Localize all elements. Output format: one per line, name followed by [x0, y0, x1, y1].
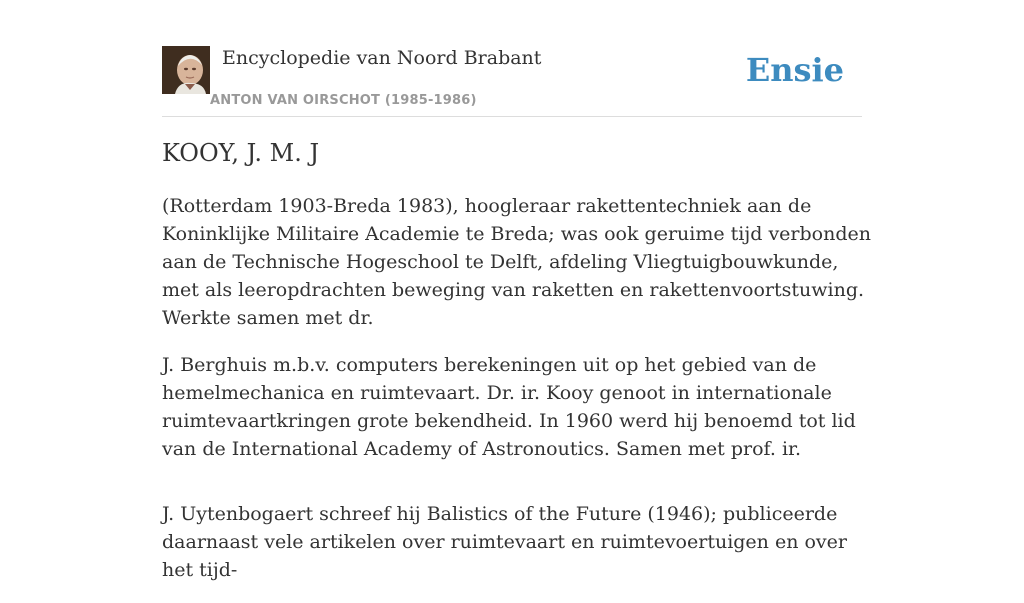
- author-portrait-image: [162, 46, 210, 94]
- entry-paragraph-1: (Rotterdam 1903-Breda 1983), hoogleraar rakettentechniek aan de Koninklijke Militaire Academie te Breda; was ook geruime tijd verbonden aan de Technische Hogeschool te Delft, afdeling Vliegtuigbouwkunde, met als leeropdrachten beweging van raketten en rakettenvoortstuwing. Werkte samen met dr.: [162, 195, 871, 329]
- entry-title: KOOY, J. M. J: [162, 139, 320, 167]
- entry-paragraph-3: J. Uytenbogaert schreef hij Balistics of the Future (1946); publiceerde daarnaast vele artikelen over ruimtevaart en ruimtevoertuigen en over het tijd-: [162, 503, 847, 581]
- source-header: [162, 46, 862, 117]
- ensie-logo-link[interactable]: Ensie: [745, 51, 844, 89]
- entry-paragraph-2: J. Berghuis m.b.v. computers berekeningen uit op het gebied van de hemelmechanica en ruimtevaart. Dr. ir. Kooy genoot in internationale ruimtevaartkringen grote bekendheid. In 1960 werd hij benoemd tot lid van de International Academy of Astronoutics. Samen met prof. ir.: [162, 354, 856, 460]
- source-title[interactable]: Encyclopedie van Noord Brabant: [222, 47, 542, 69]
- entry-body: [162, 192, 872, 603]
- author-avatar[interactable]: [162, 46, 210, 94]
- author-name[interactable]: ANTON VAN OIRSCHOT (1985-1986): [210, 93, 477, 108]
